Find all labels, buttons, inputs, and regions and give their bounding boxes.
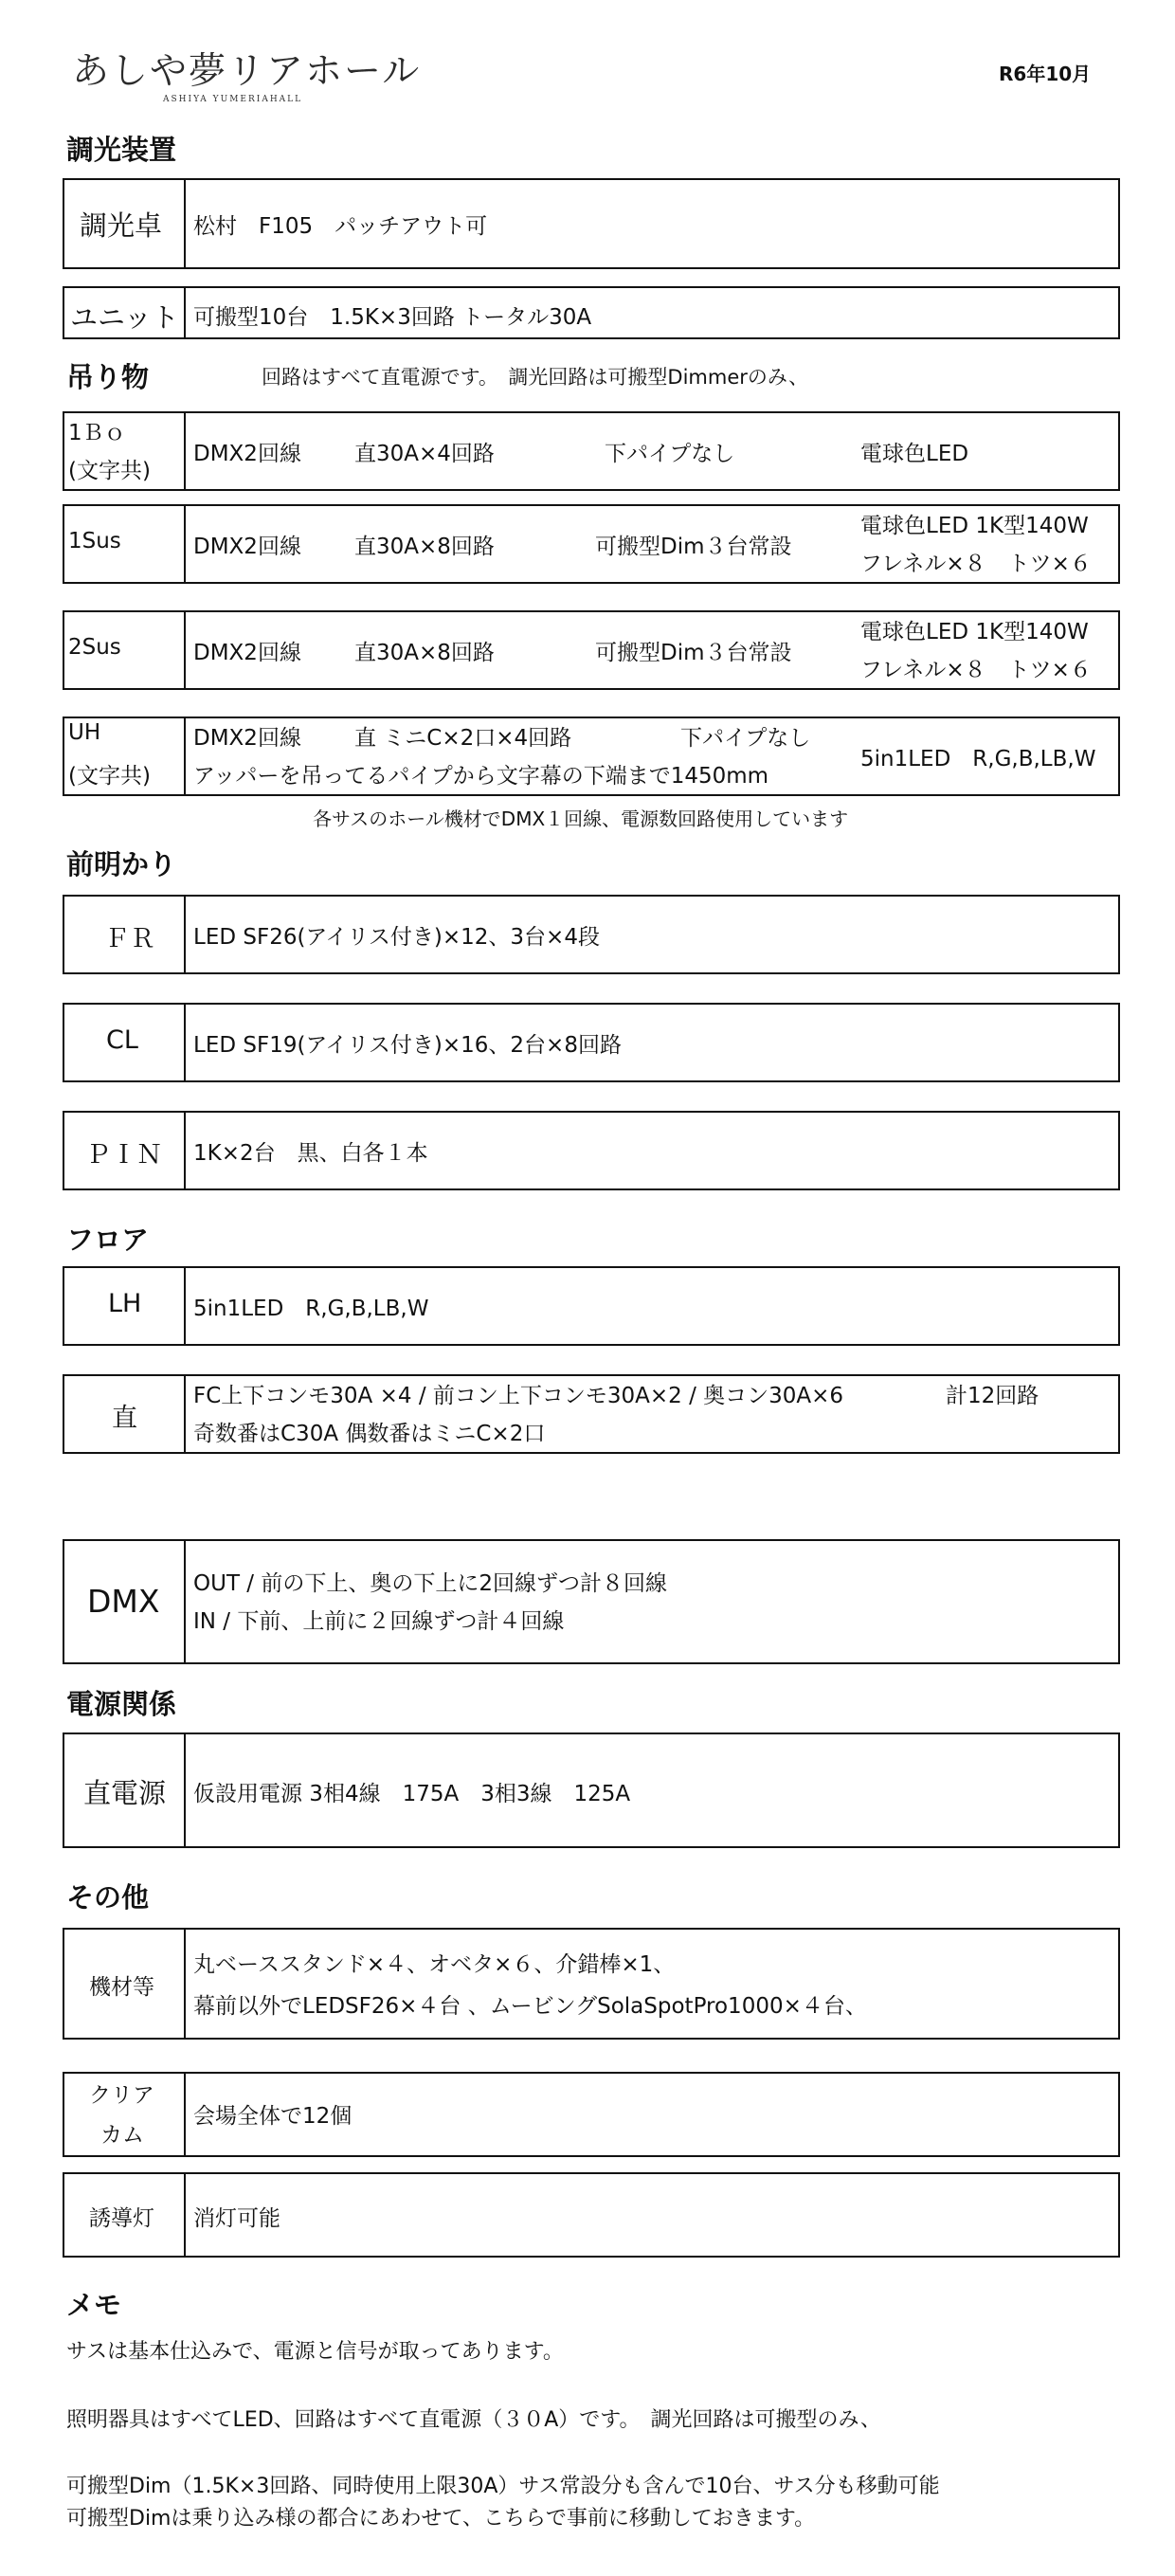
lh-label: LH: [108, 1289, 142, 1318]
section-heading-memo: メモ: [66, 2289, 122, 2321]
sus1-fixture-count: フレネル×８ トツ×６: [860, 552, 1092, 576]
equipment-line-2: 幕前以外でLEDSF26×４台 、ムービングSolaSpotPro1000×４台、: [193, 1994, 867, 2019]
sus1-row: [63, 504, 1120, 584]
console-label: 調光卓: [80, 209, 163, 242]
section-heading-hanging: 吊り物: [66, 361, 150, 393]
clear-com-row: [63, 2072, 1120, 2157]
dmx-in: IN / 下前、上前に２回線ずつ計４回線: [193, 1609, 565, 1634]
sus1-fixture: 電球色LED 1K型140W: [860, 514, 1089, 538]
row-label-cell: [64, 1930, 186, 2038]
cl-label: CL: [106, 1025, 138, 1055]
equipment-line-1: 丸ベーススタンド×４、オベタ×６、介錯棒×1、: [193, 1952, 676, 1977]
sus2-label: 2Sus: [68, 635, 121, 660]
bo-direct: 直30A×4回路: [354, 442, 495, 466]
unit-value: 可搬型10台 1.5K×3回路 トータル30A: [193, 305, 592, 330]
sus1-direct: 直30A×8回路: [354, 535, 495, 559]
cl-value: LED SF19(アイリス付き)×16、2台×8回路: [193, 1033, 622, 1058]
uh-direct: 直 ミニC×2口×4回路: [354, 726, 572, 751]
pin-row: [63, 1111, 1120, 1190]
sus2-fixture: 電球色LED 1K型140W: [860, 620, 1089, 644]
direct-circuits: FC上下コンモ30A ×4 / 前コン上下コンモ30A×2 / 奥コン30A×6: [193, 1384, 844, 1408]
row-label-cell: [64, 180, 186, 267]
direct-label: 直: [112, 1404, 137, 1433]
lh-value: 5in1LED R,G,B,LB,W: [193, 1297, 429, 1321]
section-heading-floor: フロア: [66, 1224, 150, 1256]
hall-logo: あしや夢リアホール: [72, 50, 422, 93]
fr-row: [63, 895, 1120, 974]
power-row: [63, 1732, 1120, 1848]
memo-line-4: 可搬型Dimは乗り込み様の都合にあわせて、こちらで事前に移動しておきます。: [66, 2507, 816, 2531]
direct-total: 計12回路: [946, 1384, 1039, 1408]
sus1-dim: 可搬型Dim３台常設: [595, 535, 792, 559]
dimmer-unit-row: [63, 286, 1120, 339]
row-label-cell: [64, 718, 186, 794]
sus2-dim: 可搬型Dim３台常設: [595, 641, 792, 665]
hanging-note: 回路はすべて直電源です。 調光回路は可搬型Dimmerのみ、: [262, 366, 809, 389]
pin-value: 1K×2台 黒、白各１本: [193, 1141, 428, 1166]
power-label: 直電源: [83, 1777, 167, 1809]
cl-row: [63, 1003, 1120, 1082]
dimmer-console-row: [63, 178, 1120, 269]
fr-label: ＦＲ: [104, 924, 155, 953]
row-label-cell: [64, 413, 186, 489]
hall-logo-subtitle: ASHIYA YUMERIAHALL: [163, 95, 303, 104]
console-value: 松村 F105 パッチアウト可: [193, 214, 488, 239]
exit-light-row: [63, 2172, 1120, 2258]
clear-com-value: 会場全体で12個: [193, 2104, 352, 2129]
clear-com-label-sub: カム: [100, 2123, 144, 2148]
sus2-fixture-count: フレネル×８ トツ×６: [860, 658, 1092, 682]
bo-label-sub: (文字共): [68, 459, 151, 483]
section-heading-power: 電源関係: [66, 1688, 177, 1720]
lh-row: [63, 1266, 1120, 1346]
row-label-cell: [64, 1541, 186, 1662]
exit-light-label: 誘導灯: [89, 2206, 154, 2231]
uh-pipe: 下パイプなし: [680, 726, 811, 751]
fr-value: LED SF26(アイリス付き)×12、3台×4段: [193, 925, 600, 950]
row-label-cell: [64, 1005, 186, 1080]
bo-label: 1Ｂｏ: [68, 421, 126, 445]
bo-dmx: DMX2回線: [193, 442, 301, 466]
bo-row: [63, 411, 1120, 491]
section-heading-dimmer: 調光装置: [66, 134, 177, 166]
uh-label: UH: [68, 720, 101, 745]
sus1-dmx: DMX2回線: [193, 535, 301, 559]
row-label-cell: [64, 2074, 186, 2155]
hanging-footnote: 各サスのホール機材でDMX１回線、電源数回路使用しています: [313, 807, 849, 830]
row-label-cell: [64, 897, 186, 972]
dmx-row: [63, 1539, 1120, 1664]
row-label-cell: [64, 612, 186, 688]
pin-label: ＰＩＮ: [85, 1140, 162, 1170]
uh-dmx: DMX2回線: [193, 726, 301, 751]
sus1-label: 1Sus: [68, 529, 121, 553]
row-label-cell: [64, 1376, 186, 1452]
direct-row: [63, 1374, 1120, 1454]
row-label-cell: [64, 1268, 186, 1344]
dmx-out: OUT / 前の下上、奥の下上に2回線ずつ計８回線: [193, 1571, 667, 1596]
sus2-row: [63, 610, 1120, 690]
clear-com-label: クリア: [89, 2083, 154, 2108]
memo-line-3: 可搬型Dim（1.5K×3回路、同時使用上限30A）サス常設分も含んで10台、サス分も移動可能: [66, 2475, 940, 2498]
row-label-cell: [64, 2174, 186, 2256]
memo-line-2: 照明器具はすべてLED、回路はすべて直電源（３０A）です。 調光回路は可搬型のみ、: [66, 2408, 881, 2432]
section-heading-other: その他: [66, 1881, 150, 1914]
dmx-label: DMX: [87, 1583, 160, 1620]
exit-light-value: 消灯可能: [193, 2206, 280, 2231]
equipment-row: [63, 1928, 1120, 2040]
uh-label-sub: (文字共): [68, 764, 151, 789]
power-value: 仮設用電源 3相4線 175A 3相3線 125A: [193, 1782, 631, 1806]
bo-pipe: 下パイプなし: [605, 442, 735, 466]
row-label-cell: [64, 288, 186, 337]
memo-line-1: サスは基本仕込みで、電源と信号が取ってあります。: [66, 2340, 564, 2364]
section-heading-front: 前明かり: [66, 848, 177, 880]
equipment-label: 機材等: [89, 1975, 154, 2000]
uh-fixture: 5in1LED R,G,B,LB,W: [860, 747, 1096, 771]
uh-height-note: アッパーを吊ってるパイプから文字幕の下端まで1450mm: [193, 764, 769, 789]
row-label-cell: [64, 506, 186, 582]
unit-label: ユニット: [70, 301, 179, 334]
sus2-direct: 直30A×8回路: [354, 641, 495, 665]
document-date: R6年10月: [999, 63, 1092, 85]
uh-row: [63, 717, 1120, 796]
bo-fixture: 電球色LED: [860, 442, 969, 466]
sus2-dmx: DMX2回線: [193, 641, 301, 665]
row-label-cell: [64, 1734, 186, 1846]
row-label-cell: [64, 1113, 186, 1188]
direct-polarity-note: 奇数番はC30A 偶数番はミニC×2口: [193, 1422, 546, 1446]
